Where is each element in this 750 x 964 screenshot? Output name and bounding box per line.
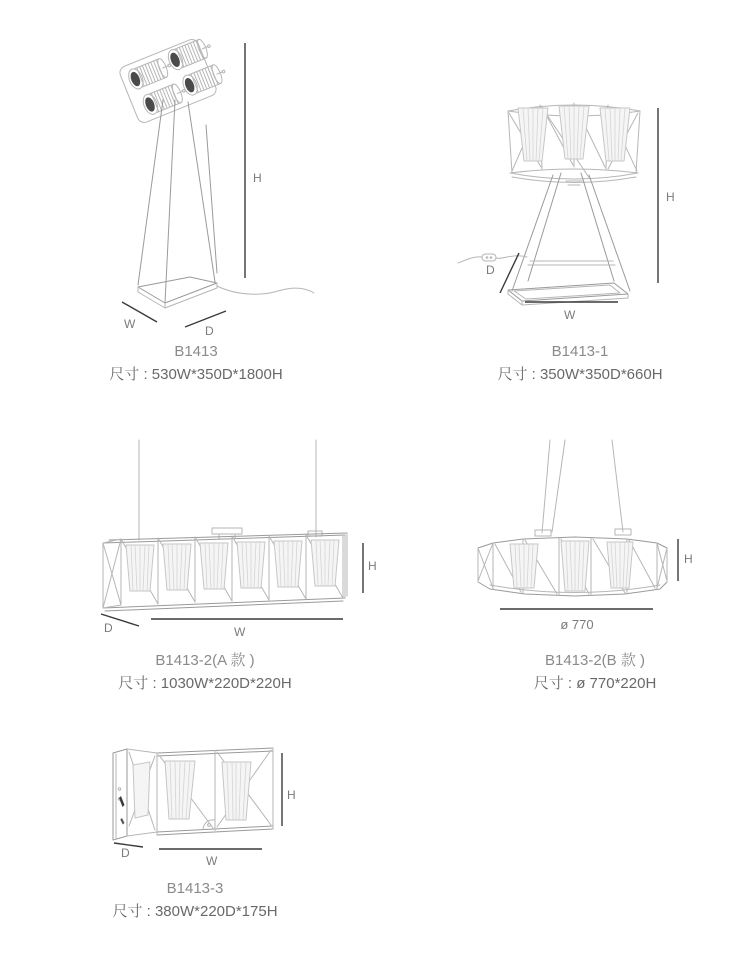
product-name: B1413-2(A 款 ) — [155, 652, 255, 669]
caption-wall-lamp — [53, 880, 337, 921]
height-dim-label: H — [287, 788, 296, 802]
wall-lamp-drawing — [105, 740, 305, 875]
table-lamp-drawing — [450, 95, 690, 325]
pleated-shades — [510, 541, 633, 591]
mounting-plate — [113, 749, 127, 840]
depth-dim-label: D — [205, 324, 214, 338]
caption-linear-pendant — [63, 652, 347, 693]
depth-dim-label: D — [104, 621, 113, 635]
caption-table-lamp — [442, 343, 718, 384]
figure-wall-lamp — [105, 740, 305, 875]
figure-linear-pendant — [95, 438, 385, 643]
caption-round-pendant — [453, 652, 737, 693]
product-name: B1413-2(B 款 ) — [544, 652, 646, 669]
product-size: 尺寸 : ø 770*220H — [533, 675, 657, 692]
trestle-legs — [512, 173, 630, 291]
product-name: B1413 — [174, 343, 218, 360]
caption-floor-lamp — [58, 343, 334, 384]
width-dim-label: W — [206, 854, 218, 868]
figure-table-lamp — [450, 95, 690, 325]
product-size: 尺寸 : 1030W*220D*220H — [118, 675, 292, 692]
product-size: 尺寸 : 350W*350D*660H — [497, 366, 663, 383]
depth-dim-label: D — [486, 263, 495, 277]
truss-frame — [127, 748, 273, 836]
height-dim-label: H — [253, 171, 262, 185]
linear-pendant-drawing — [95, 438, 385, 643]
height-dim-label: H — [368, 559, 377, 573]
pleated-shades — [165, 761, 251, 820]
width-dim-label: W — [234, 625, 246, 639]
figure-floor-lamp — [100, 35, 330, 340]
round-pendant-drawing — [435, 438, 725, 638]
suspension-wires — [139, 440, 322, 540]
product-name: B1413-3 — [166, 880, 224, 897]
product-size: 尺寸 : 530W*350D*1800H — [109, 366, 283, 383]
product-name: B1413-1 — [551, 343, 609, 360]
base-frame — [138, 277, 217, 308]
height-dim-label: H — [684, 552, 693, 566]
power-cord — [217, 286, 314, 294]
width-dim-label: W — [564, 308, 576, 322]
depth-dimension-line — [500, 253, 519, 293]
suspension-wires — [535, 440, 631, 536]
width-dim-label: W — [124, 317, 136, 331]
lamp-legs — [138, 100, 217, 303]
product-size: 尺寸 : 380W*220D*175H — [112, 903, 278, 920]
height-dim-label: H — [666, 190, 675, 204]
cage-shade-head — [508, 103, 640, 185]
figure-round-pendant — [435, 438, 725, 638]
diameter-dim-label: ø 770 — [560, 617, 594, 632]
depth-dim-label: D — [121, 846, 130, 860]
floor-lamp-drawing — [100, 35, 330, 340]
